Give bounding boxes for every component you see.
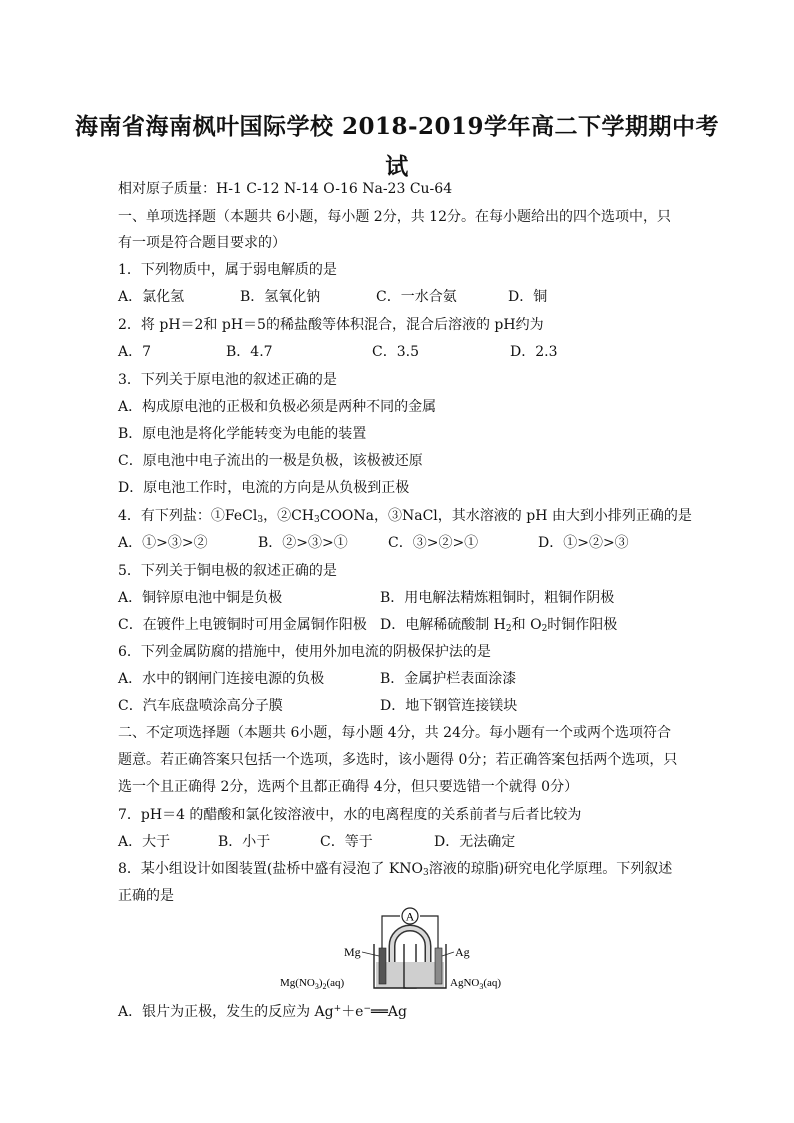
q3-option-a: A．构成原电池的正极和负极必须是两种不同的金属 — [118, 399, 437, 415]
q1-option-d: D．铜 — [508, 289, 548, 305]
q6-option-d: D．地下钢管连接镁块 — [380, 698, 518, 714]
q4-option-c: C．③>②>① — [388, 535, 479, 551]
question-7-options — [118, 833, 678, 851]
page-title: 海南省海南枫叶国际学校 2018-2019学年高二下学期期中考 — [74, 113, 720, 140]
section1-header: 一、单项选择题（本题共 6小题，每小题 2分，共 12分。在每小题给出的四个选项中，只 — [118, 209, 671, 225]
question-5-stem: 5．下列关于铜电极的叙述正确的是 — [118, 563, 337, 579]
q2-option-d: D．2.3 — [510, 344, 558, 360]
question-3-stem: 3．下列关于原电池的叙述正确的是 — [118, 372, 337, 388]
question-5-options-cd — [118, 616, 678, 634]
question-4-options — [118, 534, 678, 552]
q8-option-a: A．银片为正极，发生的反应为 Ag+＋e−══Ag — [118, 1004, 407, 1020]
q5-option-b: B．用电解法精炼粗铜时，粗铜作阴极 — [380, 590, 615, 606]
q3-option-c: C．原电池中电子流出的一极是负极，该极被还原 — [118, 453, 423, 469]
ag-label: Ag — [455, 945, 470, 959]
q7-option-a: A．大于 — [118, 834, 171, 850]
section1-header-cont: 有一项是符合题目要求的） — [118, 235, 286, 251]
q6-option-c: C．汽车底盘喷涂高分子膜 — [118, 698, 283, 714]
question-6-stem: 6．下列金属防腐的措施中，使用外加电流的阴极保护法的是 — [118, 644, 491, 660]
ammeter-label: A — [405, 909, 415, 924]
q3-option-d: D．原电池工作时，电流的方向是从负极到正极 — [118, 480, 410, 496]
mg-electrode — [379, 948, 386, 984]
section2-header-cont: 题意。若正确答案只包括一个选项，多选时，该小题得 0分；若正确答案包括两个选项，只 — [118, 752, 678, 768]
left-solution-label: $Mg(NO_3)_2(aq)$ — [280, 977, 345, 991]
mg-label: Mg — [344, 945, 361, 959]
q1-option-a: A．氯化氢 — [118, 289, 185, 305]
question-6-options-cd — [118, 697, 678, 715]
question-8-stem: 8．某小组设计如图装置(盐桥中盛有浸泡了 $KNO_3$溶液的琼脂)研究电化学原理。下列叙述 — [118, 861, 673, 878]
q2-option-c: C．3.5 — [372, 344, 419, 360]
q7-option-b: B．小于 — [218, 834, 271, 850]
section2-header: 二、不定项选择题（本题共 6小题，每小题 4分，共 24分。每小题有一个或两个选项符合 — [118, 725, 671, 741]
q4-option-a: A．①>③>② — [118, 535, 208, 551]
galvanic-cell-figure — [280, 906, 540, 998]
question-4-stem: 4．有下列盐：①FeCl$_3$，$②CH_3COONa$，③NaCl，其水溶液的 pH 由大到小排列正确的是 — [118, 508, 692, 525]
right-solution-label: AgNO$_3$(aq) — [450, 977, 502, 991]
question-1-options — [118, 288, 678, 306]
question-7-stem: 7．pH＝4 的醋酸和氯化铵溶液中，水的电离程度的关系前者与后者比较为 — [118, 807, 582, 823]
page-title-continued: 试 — [385, 153, 409, 180]
question-2-stem: 2．将 pH＝2和 pH＝5的稀盐酸等体积混合，混合后溶液的 pH约为 — [118, 317, 544, 333]
q4-option-b: B．②>③>① — [258, 535, 348, 551]
q7-option-d: D．无法确定 — [434, 834, 516, 850]
question-1-stem: 1．下列物质中，属于弱电解质的是 — [118, 262, 337, 278]
q2-option-b: B．4.7 — [226, 344, 273, 360]
q6-option-b: B．金属护栏表面涂漆 — [380, 671, 517, 687]
ag-electrode — [435, 948, 442, 984]
q6-option-a: A．水中的钢闸门连接电源的负极 — [118, 671, 325, 687]
q2-option-a: A．7 — [118, 344, 152, 360]
question-8-stem-cont: 正确的是 — [118, 888, 174, 904]
q7-option-c: C．等于 — [320, 834, 373, 850]
question-2-options — [118, 343, 678, 361]
q3-option-b: B．原电池是将化学能转变为电能的装置 — [118, 426, 367, 442]
q4-option-d: D．①>②>③ — [538, 535, 629, 551]
atomic-mass-note: 相对原子质量：H-1 C-12 N-14 O-16 Na-23 Cu-64 — [118, 181, 453, 197]
q5-option-a: A．铜锌原电池中铜是负极 — [118, 590, 283, 606]
question-5-options-ab — [118, 589, 678, 607]
q1-option-b: B．氢氧化钠 — [240, 289, 321, 305]
question-6-options-ab — [118, 670, 678, 688]
q5-option-d: D．电解稀硫酸制 $H_2$和 $O_2$时铜作阳极 — [380, 617, 618, 634]
q1-option-c: C．一水合氨 — [376, 289, 457, 305]
q5-option-c: C．在镀件上电镀铜时可用金属铜作阳极 — [118, 617, 367, 633]
section2-header-cont2: 选一个且正确得 2分，选两个且都正确得 4分，但只要选错一个就得 0分） — [118, 779, 579, 795]
